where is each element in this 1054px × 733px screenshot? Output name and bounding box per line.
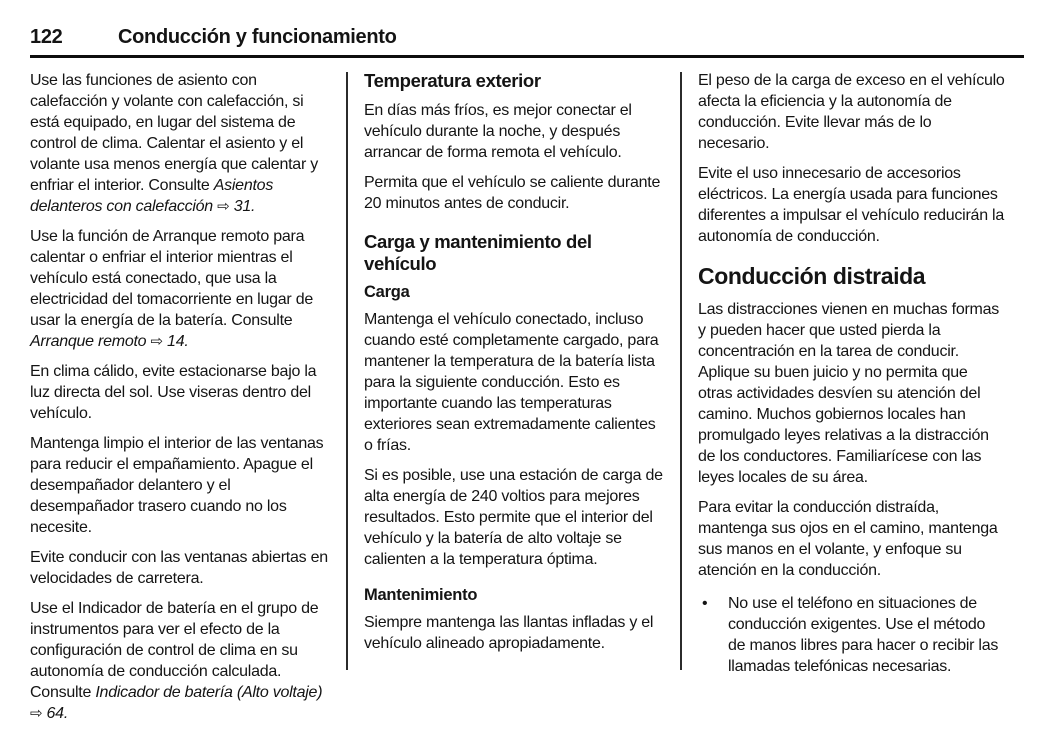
subsection-heading-mantenimiento: Mantenimiento xyxy=(364,586,478,604)
cross-reference-arrow-icon: ⇨ xyxy=(30,705,43,722)
paragraph-text: Use la función de Arranque remoto para calentar o enfriar el interior mientras el vehículo está conectado, que usa la electricidad del tomacorriente en lugar de usar la energía de la batería. Consulte xyxy=(30,228,313,329)
paragraph-electrical-accessories: Evite el uso innecesario de accesorios eléctricos. La energía usada para funciones diferentes a impulsar el vehículo reducirán la autonomía de conducción. xyxy=(698,165,1004,245)
paragraph-open-windows: Evite conducir con las ventanas abiertas en velocidades de carretera. xyxy=(30,549,328,587)
paragraph-cold-days: En días más fríos, es mejor conectar el vehículo durante la noche, y después arrancar de forma remota el vehículo. xyxy=(364,102,632,161)
cross-reference-title: Indicador de batería (Alto voltaje) xyxy=(95,684,323,701)
paragraph-windows-clean: Mantenga limpio el interior de las ventanas para reducir el empañamiento. Apague el desempañador delantero y el desempañador trasero cuando no los necesite. xyxy=(30,435,324,536)
paragraph-text: Use el Indicador de batería en el grupo de instrumentos para ver el efecto de la configuración de control de clima en su autonomía de conducción calculada. Consulte xyxy=(30,600,319,701)
header-rule xyxy=(30,55,1024,58)
cross-reference-title: Asientos delanteros con calefacción xyxy=(30,177,274,215)
page-number: 122 xyxy=(30,26,63,48)
cross-reference xyxy=(30,333,189,350)
paragraph-battery-indicator xyxy=(30,598,330,724)
paragraph-heated-seats xyxy=(30,70,330,217)
paragraph-excess-load: El peso de la carga de exceso en el vehículo afecta la eficiencia y la autonomía de conducción. Evite llevar más de lo necesario. xyxy=(698,72,1005,152)
chapter-title: Conducción y funcionamiento xyxy=(118,26,397,48)
column-divider-left xyxy=(346,72,348,670)
section-heading-temperatura-exterior: Temperatura exterior xyxy=(364,70,541,91)
paragraph-warmup-time: Permita que el vehículo se caliente durante 20 minutos antes de conducir. xyxy=(364,174,661,212)
paragraph-text: Use las funciones de asiento con calefacción y volante con calefacción, si está equipado, en lugar del sistema de control de clima. Calentar el asiento y el volante usa menos energía que calentar y enfriar el interior. Consulte xyxy=(30,72,318,194)
subsection-heading-carga: Carga xyxy=(364,283,410,301)
paragraph-240v-charging: Si es posible, use una estación de carga de alta energía de 240 voltios para mejores resultados. Esto permite que el interior del vehículo y la batería de alto voltaje se calienten a la temperatura óptima. xyxy=(364,467,663,568)
section-heading-conduccion-distraida: Conducción distraida xyxy=(698,263,926,289)
cross-reference-page: 31. xyxy=(233,198,256,215)
cross-reference-title: Arranque remoto xyxy=(30,333,147,350)
cross-reference-arrow-icon: ⇨ xyxy=(217,198,230,215)
paragraph-keep-plugged: Mantenga el vehículo conectado, incluso cuando esté completamente cargado, para mantener la temperatura de la batería lista para la siguiente conducción. Esto es importante cuando las temperaturas exteriores sean extremadamente calientes o frías. xyxy=(364,311,659,454)
column-middle xyxy=(364,70,664,663)
paragraph-avoid-distraction: Para evitar la conducción distraída, mantenga sus ojos en el camino, mantenga sus manos en el volante, y enfoque su atención en la conducción. xyxy=(698,499,998,579)
column-right xyxy=(698,70,1006,686)
list-item xyxy=(698,593,1006,686)
bullet-text-phone-use: No use el teléfono en situaciones de conducción exigentes. Use el método de manos libres para hacer o recibir las llamadas telefónicas necesarias. xyxy=(728,595,999,675)
section-heading-carga-mantenimiento: Carga y mantenimiento del vehículo xyxy=(364,231,592,274)
cross-reference-page: 14. xyxy=(167,333,189,350)
bullet-icon: • xyxy=(702,595,708,612)
paragraph-distractions: Las distracciones vienen en muchas formas y pueden hacer que usted pierda la concentración en la tarea de conducir. Aplique su buen juicio y no permita que otras actividades desvíen su atención del camino. Muchos gobiernos locales han promulgado leyes relativas a la distracción de los conductores. Familiarícese con las leyes locales de su área. xyxy=(698,301,1000,486)
paragraph-remote-start xyxy=(30,226,330,352)
column-left xyxy=(30,70,330,733)
page-header xyxy=(0,0,1054,55)
cross-reference-arrow-icon: ⇨ xyxy=(150,333,163,350)
cross-reference-page: 64. xyxy=(46,705,69,722)
paragraph-tires-alignment: Siempre mantenga las llantas infladas y el vehículo alineado apropiadamente. xyxy=(364,614,654,652)
paragraph-warm-weather: En clima cálido, evite estacionarse bajo la luz directa del sol. Use viseras dentro del vehículo. xyxy=(30,363,317,422)
content-columns xyxy=(30,70,1024,733)
column-divider-right xyxy=(680,72,682,670)
